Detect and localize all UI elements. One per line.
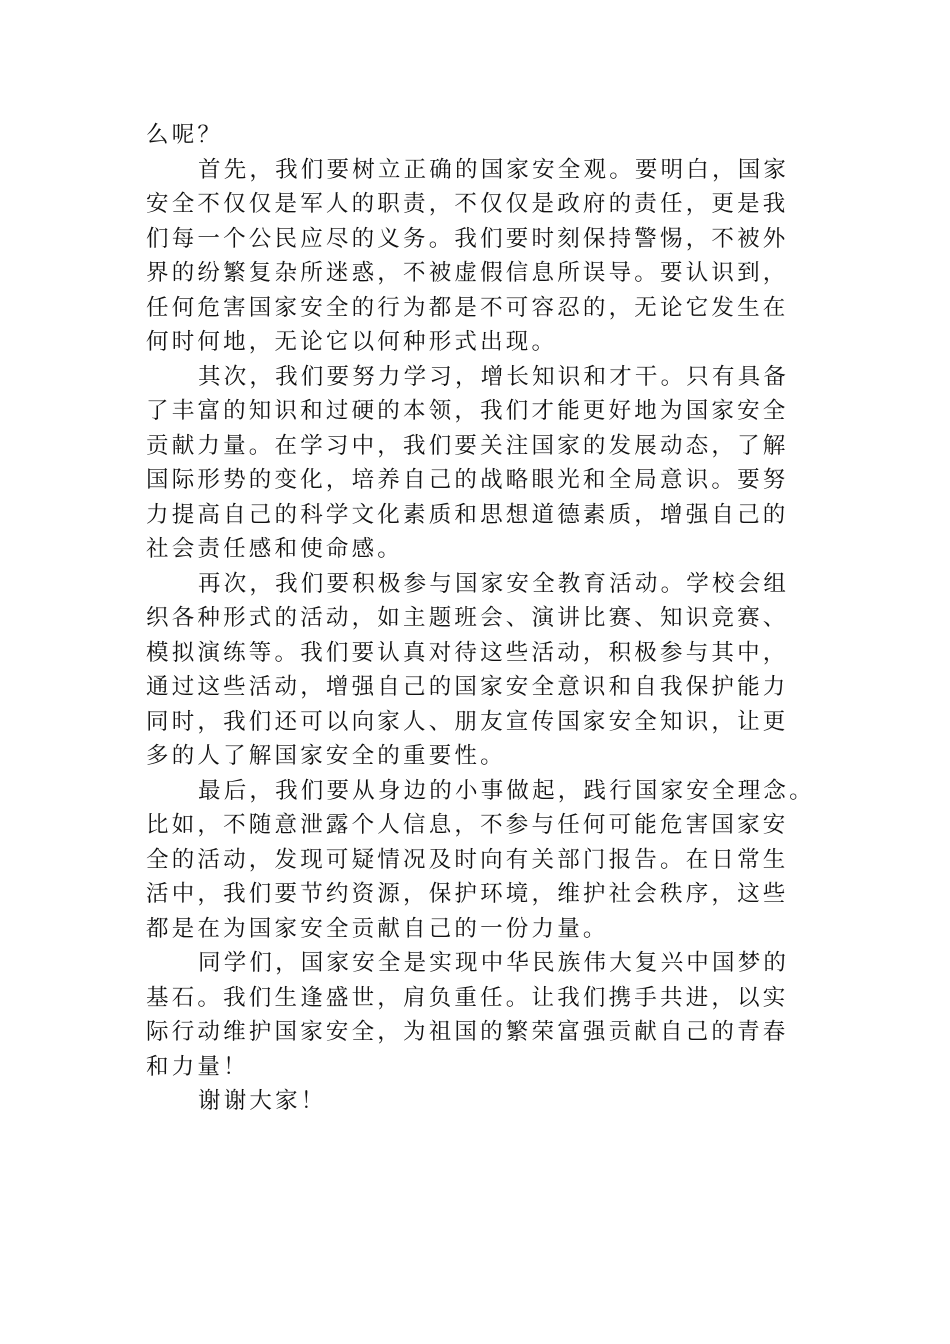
- text-line: 们每一个公民应尽的义务。我们要时刻保持警惕，不被外: [146, 225, 789, 252]
- text-line: 贡献力量。在学习中，我们要关注国家的发展动态，了解: [146, 432, 789, 459]
- speech-text: [146, 118, 826, 1119]
- text-line: 界的纷繁复杂所迷惑，不被虚假信息所误导。要认识到，: [146, 260, 789, 286]
- text-line: 何时何地，无论它以何种形式出现。: [146, 329, 558, 355]
- closing-line: 谢谢大家！: [198, 1088, 327, 1114]
- text-line: 比如，不随意泄露个人信息，不参与任何可能危害国家安: [146, 812, 789, 838]
- text-line: 了丰富的知识和过硬的本领，我们才能更好地为国家安全: [146, 398, 789, 424]
- text-line: 多的人了解国家安全的重要性。: [146, 743, 506, 769]
- paragraph-first-line: 再次，我们要积极参与国家安全教育活动。学校会组: [198, 570, 790, 597]
- text-line: 模拟演练等。我们要认真对待这些活动，积极参与其中，: [146, 639, 789, 666]
- text-line: 力提高自己的科学文化素质和思想道德素质，增强自己的: [146, 501, 789, 528]
- text-line: 际行动维护国家安全，为祖国的繁荣富强贡献自己的青春: [146, 1019, 789, 1045]
- text-line: 社会责任感和使命感。: [146, 536, 404, 562]
- text-line: 活中，我们要节约资源，保护环境，维护社会秩序，这些: [146, 881, 789, 907]
- text-line: 同时，我们还可以向家人、朋友宣传国家安全知识，让更: [146, 708, 789, 735]
- text-line: 和力量！: [146, 1053, 249, 1080]
- paragraph-first-line: 其次，我们要努力学习，增长知识和才干。只有具备: [198, 363, 790, 390]
- text-line: 么呢？: [146, 122, 224, 148]
- text-line: 任何危害国家安全的行为都是不可容忍的，无论它发生在: [146, 294, 789, 321]
- text-line: 通过这些活动，增强自己的国家安全意识和自我保护能力: [146, 674, 789, 700]
- text-line: 织各种形式的活动，如主题班会、演讲比赛、知识竞赛、: [146, 605, 789, 631]
- text-line: 都是在为国家安全贡献自己的一份力量。: [146, 915, 609, 942]
- text-line: 安全不仅仅是军人的职责，不仅仅是政府的责任，更是我: [146, 191, 789, 217]
- paragraph-first-line: 首先，我们要树立正确的国家安全观。要明白，国家: [198, 156, 790, 183]
- paragraph-first-line: 最后，我们要从身边的小事做起，践行国家安全理念。: [198, 777, 815, 804]
- text-line: 全的活动，发现可疑情况及时向有关部门报告。在日常生: [146, 846, 789, 873]
- paragraph-first-line: 同学们，国家安全是实现中华民族伟大复兴中国梦的: [198, 950, 790, 976]
- text-line: 基石。我们生逢盛世，肩负重任。让我们携手共进，以实: [146, 984, 789, 1011]
- text-line: 国际形势的变化，培养自己的战略眼光和全局意识。要努: [146, 467, 789, 493]
